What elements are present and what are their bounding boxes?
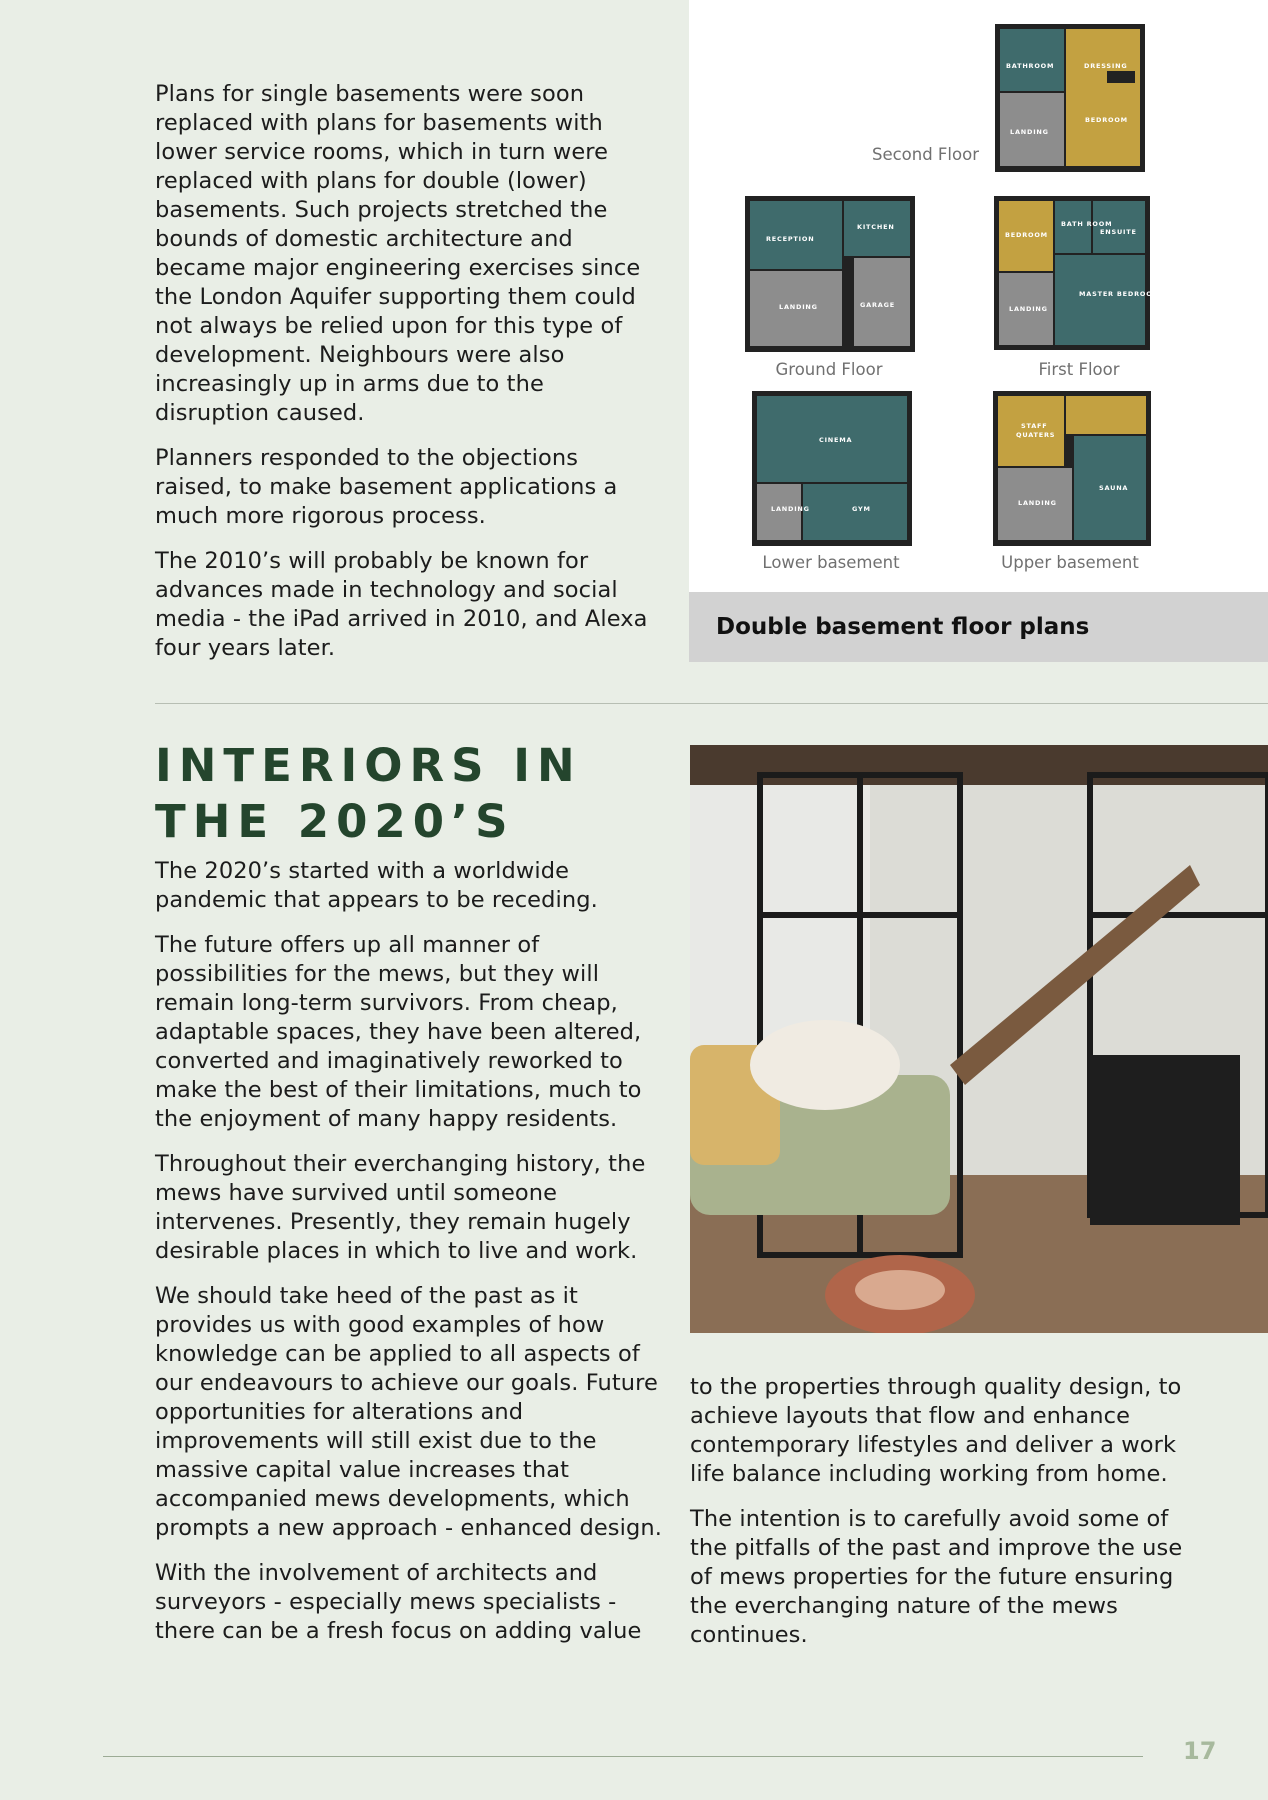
paragraph-take-heed: We should take heed of the past as it provides us with good examples of how knowledge can be applied to all aspects of our endeavours to achieve our goals. Future opportunities for alterations and improvements will still exist due to the massive capital value increases that accompanied mews developments, which prompts a new approach - enhanced design. xyxy=(155,1283,662,1541)
second-floor-plan xyxy=(872,24,1145,172)
lower-basement-plan xyxy=(752,391,912,572)
upper-basement-label: Upper basement xyxy=(1001,553,1139,572)
interiors-text-column xyxy=(155,857,665,1662)
lower-basement-label: Lower basement xyxy=(762,553,900,572)
paragraph-architects: With the involvement of architects and surveyors - especially mews specialists - there can be a fresh focus on adding value xyxy=(155,1560,642,1644)
room-label: DRESSING xyxy=(1084,62,1128,70)
room-label: CINEMA xyxy=(819,436,853,444)
room-label: BEDROOM xyxy=(1085,116,1128,124)
continued-text-column xyxy=(690,1373,1190,1666)
first-floor-label: First Floor xyxy=(1038,360,1120,379)
section-divider xyxy=(155,703,1268,704)
paragraph-intention: The intention is to carefully avoid some of the pitfalls of the past and improve the use of mews properties for the future ensuring the everchanging nature of the mews continues. xyxy=(690,1506,1183,1648)
room-label: MASTER BEDROOM xyxy=(1079,290,1160,298)
room-label: BATH ROOM xyxy=(1061,220,1113,228)
paragraph-quality-design: to the properties through quality design, to achieve layouts that flow and enhance contemporary lifestyles and deliver a work life balance including working from home. xyxy=(690,1374,1182,1487)
paragraph-future: The future offers up all manner of possibilities for the mews, but they will remain long-term survivors. From cheap, adaptable spaces, they have been altered, converted and imaginatively reworked to make the best of their limitations, much to the enjoyment of many happy residents. xyxy=(155,932,642,1132)
room-label: SAUNA xyxy=(1099,484,1129,492)
heading-line-2: THE 2020’S xyxy=(155,795,515,848)
first-floor-plan xyxy=(994,196,1160,379)
paragraph-2010s: The 2010’s will probably be known for advances made in technology and social media - the iPad arrived in 2010, and Alexa four years later. xyxy=(155,548,648,661)
paragraph-pandemic: The 2020’s started with a worldwide pandemic that appears to be receding. xyxy=(155,858,598,913)
page-number: 17 xyxy=(1183,1737,1217,1765)
room-label: LANDING xyxy=(1009,305,1048,313)
intro-text-column xyxy=(155,80,655,679)
room-label: LANDING xyxy=(1018,499,1057,507)
heading-line-1: INTERIORS IN xyxy=(155,739,582,792)
room-label: ENSUITE xyxy=(1100,228,1137,236)
room-label: QUATERS xyxy=(1016,431,1056,439)
paragraph-history: Throughout their everchanging history, the mews have survived until someone intervenes. Presently, they remain hugely desirable places in which to live and work. xyxy=(155,1151,646,1264)
ground-floor-label: Ground Floor xyxy=(775,360,883,379)
footer-rule xyxy=(103,1756,1143,1757)
room-label: LANDING xyxy=(779,303,818,311)
room-label: BEDROOM xyxy=(1005,231,1048,239)
interior-photo xyxy=(690,745,1268,1333)
room-label: LANDING xyxy=(771,505,810,513)
floor-plans-illustration xyxy=(689,0,1268,592)
room-label: GYM xyxy=(852,505,871,513)
room-label: STAFF xyxy=(1021,422,1048,430)
room-label: GARAGE xyxy=(860,301,895,309)
room-label: LANDING xyxy=(1010,128,1049,136)
floor-plans-caption: Double basement floor plans xyxy=(689,592,1268,662)
paragraph-basements: Plans for single basements were soon replaced with plans for basements with lower service rooms, which in turn were replaced with plans for double (lower) basements. Such projects stretched the bounds of domestic architecture and became major engineering exercises since the London Aquifer supporting them could not always be relied upon for this type of development. Neighbours were also increasingly up in arms due to the disruption caused. xyxy=(155,81,641,426)
section-heading xyxy=(155,738,675,850)
ground-floor-plan xyxy=(745,196,915,379)
room-label: BATHROOM xyxy=(1006,62,1055,70)
room-label: KITCHEN xyxy=(857,223,895,231)
upper-basement-plan xyxy=(993,391,1151,572)
second-floor-label: Second Floor xyxy=(871,145,979,164)
room-label: RECEPTION xyxy=(766,235,815,243)
floor-plans-panel xyxy=(689,0,1268,662)
paragraph-planners: Planners responded to the objections raised, to make basement applications a much more rigorous process. xyxy=(155,445,618,529)
